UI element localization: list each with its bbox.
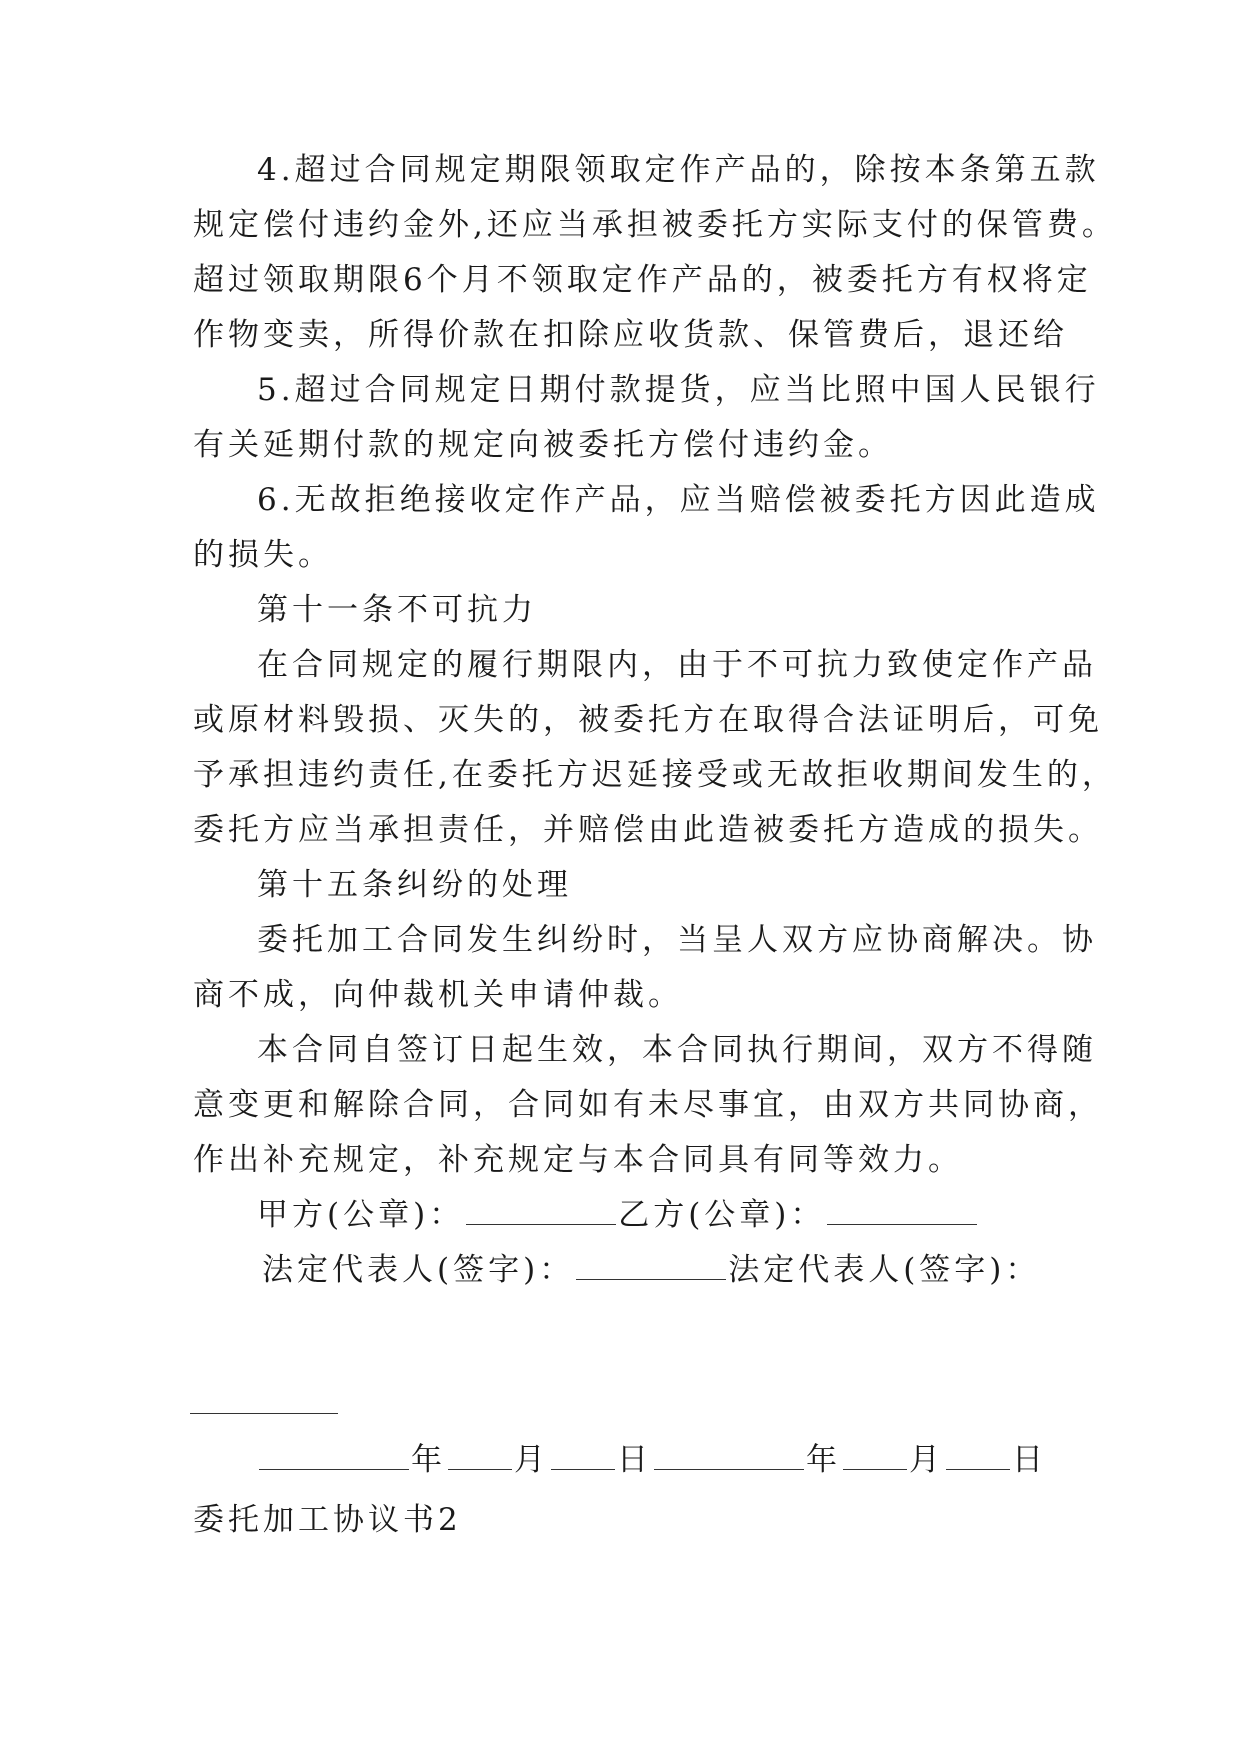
next-document-title: 委托加工协议书2	[193, 1502, 462, 1538]
paragraph-line: 5.超过合同规定日期付款提货，应当比照中国人民银行	[257, 372, 1100, 408]
party-seal-line	[257, 1195, 1217, 1235]
paragraph-line: 作物变卖，所得价款在扣除应收货款、保管费后，退还给	[193, 317, 1068, 353]
month-label-b: 月	[909, 1442, 944, 1478]
date-line	[257, 1440, 1217, 1480]
paragraph-line: 委托加工合同发生纠纷时，当呈人双方应协商解决。协	[257, 922, 1097, 958]
month-blank-a[interactable]	[448, 1465, 512, 1470]
party-a-rep-blank[interactable]	[576, 1275, 726, 1280]
section-heading: 第十五条纠纷的处理	[257, 867, 572, 903]
paragraph-line: 规定偿付违约金外,还应当承担被委托方实际支付的保管费。	[193, 207, 1117, 243]
year-blank-a[interactable]	[259, 1465, 409, 1470]
section-heading: 第十一条不可抗力	[257, 592, 537, 628]
party-b-seal-label: 乙方(公章)：	[618, 1197, 826, 1233]
party-a-rep-label: 法定代表人(签字)：	[262, 1252, 575, 1288]
paragraph-line: 本合同自签订日起生效，本合同执行期间，双方不得随	[257, 1032, 1097, 1068]
paragraph-line: 4.超过合同规定期限领取定作产品的，除按本条第五款	[257, 152, 1100, 188]
paragraph-line: 意变更和解除合同，合同如有未尽事宜，由双方共同协商，	[193, 1087, 1103, 1123]
year-label-b: 年	[806, 1442, 841, 1478]
party-b-rep-blank[interactable]	[190, 1413, 338, 1414]
paragraph-line: 予承担违约责任,在委托方迟延接受或无故拒收期间发生的，	[193, 757, 1117, 793]
paragraph-line: 作出补充规定，补充规定与本合同具有同等效力。	[193, 1142, 963, 1178]
paragraph-line: 有关延期付款的规定向被委托方偿付违约金。	[193, 427, 893, 463]
paragraph-line: 在合同规定的履行期限内，由于不可抗力致使定作产品	[257, 647, 1097, 683]
paragraph-line: 或原材料毁损、灭失的，被委托方在取得合法证明后，可免	[193, 702, 1103, 738]
day-blank-a[interactable]	[551, 1465, 615, 1470]
paragraph-line: 商不成，向仲裁机关申请仲裁。	[193, 977, 683, 1013]
party-a-seal-blank[interactable]	[466, 1220, 616, 1225]
party-a-seal-label: 甲方(公章)：	[257, 1197, 465, 1233]
paragraph-line: 6.无故拒绝接收定作产品，应当赔偿被委托方因此造成	[257, 482, 1100, 518]
year-label-a: 年	[411, 1442, 446, 1478]
party-b-seal-blank[interactable]	[827, 1220, 977, 1225]
month-blank-b[interactable]	[843, 1465, 907, 1470]
year-blank-b[interactable]	[654, 1465, 804, 1470]
representative-line	[262, 1250, 1222, 1290]
day-label-a: 日	[617, 1442, 652, 1478]
party-b-rep-label: 法定代表人(签字)：	[728, 1252, 1041, 1288]
day-label-b: 日	[1012, 1442, 1047, 1478]
month-label-a: 月	[514, 1442, 549, 1478]
paragraph-line: 超过领取期限6个月不领取定作产品的，被委托方有权将定	[193, 262, 1092, 298]
paragraph-line: 的损失。	[193, 537, 333, 573]
paragraph-line: 委托方应当承担责任，并赔偿由此造被委托方造成的损失。	[193, 812, 1103, 848]
day-blank-b[interactable]	[946, 1465, 1010, 1470]
